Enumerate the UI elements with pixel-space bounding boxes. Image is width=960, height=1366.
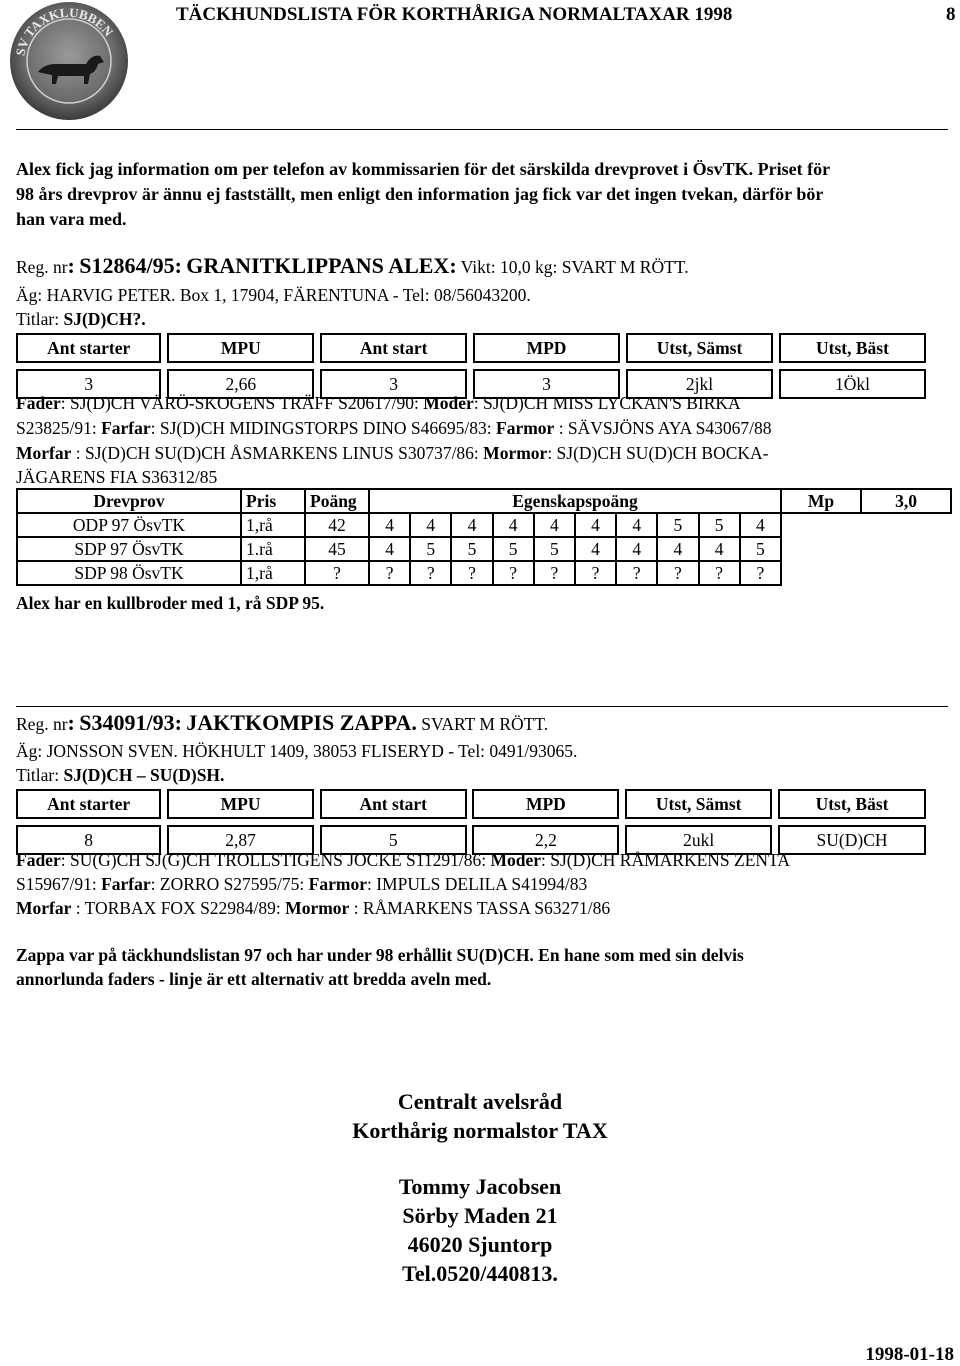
titles-label: Titlar: [16, 309, 60, 329]
drevprov-row: SDP 98 ÖsvTK 1,rå ? ? ? ? ? ? ? ? ? ? ? [17, 561, 951, 585]
drevprov-header-cell: Drevprov [17, 489, 241, 513]
dog1-titles-line [16, 307, 146, 331]
stats-value-cell: 2,2 [472, 825, 619, 855]
dog2-stats-table [16, 789, 926, 855]
stats-header-row [16, 333, 926, 363]
dog2-name: JAKTKOMPIS ZAPPA. [186, 710, 417, 735]
dog2-pedigree-line-3: Morfar : TORBAX FOX S22984/89: Mormor : RÅMARKENS TASSA S63271/86 [16, 898, 611, 918]
intro-line-1: Alex fick jag information om per telefon av kommissarien för det särskilda drevprovet i ÖsvTK. Priset för [16, 159, 831, 179]
stats-header-cell: MPU [167, 333, 314, 363]
signature-phone: Tel.0520/440813. [402, 1261, 558, 1286]
stats-value-cell: 3 [16, 369, 161, 399]
dog1-owner: Äg: HARVIG PETER. Box 1, 17904, FÄRENTUNA - Tel: 08/56043200. [16, 285, 531, 305]
signature-city: 46020 Sjuntorp [407, 1232, 553, 1257]
reg-label: Reg. nr [16, 714, 68, 734]
stats-value-cell: 2ukl [625, 825, 772, 855]
dog1-stats-table [16, 333, 926, 399]
page-header-title: TÄCKHUNDSLISTA FÖR KORTHÅRIGA NORMALTAXAR 1998 [176, 4, 733, 25]
dog1-reg-line: Reg. nr: S12864/95: GRANITKLIPPANS ALEX: Vikt: 10,0 kg: SVART M RÖTT. [16, 253, 689, 278]
intro-line-2: 98 års drevprov är ännu ej fastställt, men enligt den information jag fick var det ingen tvekan, därför bör [16, 184, 824, 204]
stats-value-cell: 2,66 [167, 369, 314, 399]
titles-label: Titlar: [16, 765, 60, 785]
svg-text:SV TAXKLUBBEN: SV TAXKLUBBEN [12, 4, 117, 57]
stats-header-cell: MPU [167, 789, 314, 819]
stats-value-cell: 8 [16, 825, 161, 855]
stats-header-cell: MPD [473, 333, 620, 363]
drevprov-header-cell: Mp [781, 489, 861, 513]
dog1-pedigree-line-4: JÄGARENS FIA S36312/85 [16, 467, 218, 487]
stats-header-cell: Ant start [320, 789, 467, 819]
dog2-titles-line [16, 763, 224, 787]
page-number: 8 [946, 4, 956, 25]
stats-value-cell: 5 [320, 825, 467, 855]
dog1-pedigree-line-1: Fader: SJ(D)CH VÄRÖ-SKOGENS TRÄFF S20617/90: Moder: SJ(D)CH MISS LYCKAN'S BIRKA [16, 393, 741, 413]
dog1-drevprov-table [16, 488, 952, 586]
dog2-comment-line-2: annorlunda faders - linje är ett alternativ att bredda aveln med. [16, 969, 492, 989]
stats-header-cell: Ant starter [16, 789, 161, 819]
stats-header-cell: Utst, Sämst [625, 789, 772, 819]
drevprov-row: ODP 97 ÖsvTK 1,rå 42 4 4 4 4 4 4 4 5 5 4 [17, 513, 951, 537]
stats-header-cell: Utst, Bäst [779, 333, 926, 363]
signature-street: Sörby Maden 21 [402, 1203, 558, 1228]
signature-org-line-2: Korthårig normalstor TAX [352, 1118, 608, 1143]
dog2-owner: Äg: JONSSON SVEN. HÖKHULT 1409, 38053 FLISERYD - Tel: 0491/93065. [16, 741, 578, 761]
stats-header-cell: Ant start [320, 333, 467, 363]
dog1-pedigree-line-3: Morfar : SJ(D)CH SU(D)CH ÅSMARKENS LINUS S30737/86: Mormor: SJ(D)CH SU(D)CH BOCKA- [16, 443, 769, 463]
stats-value-cell: 3 [320, 369, 467, 399]
reg-label: Reg. nr [16, 257, 68, 277]
stats-value-cell: SU(D)CH [778, 825, 926, 855]
header-rule [16, 129, 948, 130]
dog2-comment-line-1: Zappa var på täckhundslistan 97 och har under 98 erhållit SU(D)CH. En hane som med sin delvis [16, 945, 744, 965]
club-seal-logo [4, 0, 134, 123]
dog2-reg-number: S34091/93: [79, 710, 182, 735]
stats-value-cell: 2,87 [167, 825, 314, 855]
drevprov-row: SDP 97 ÖsvTK 1.rå 45 4 5 5 5 5 4 4 4 4 5 [17, 537, 951, 561]
intro-line-3: han vara med. [16, 209, 127, 229]
document-date: 1998-01-18 [865, 1344, 954, 1365]
section-divider [16, 706, 948, 707]
dog1-details: Vikt: 10,0 kg: SVART M RÖTT. [460, 257, 689, 277]
dog2-pedigree-line-1: Fader: SU(G)CH SJ(G)CH TROLLSTIGENS JOCKE S11291/86: Moder: SJ(D)CH RÅMARKENS ZENTA [16, 850, 790, 870]
drevprov-header-cell: Pris [241, 489, 305, 513]
stats-header-cell: MPD [472, 789, 619, 819]
dog2-reg-line: Reg. nr: S34091/93: JAKTKOMPIS ZAPPA. SVART M RÖTT. [16, 710, 549, 735]
dog1-pedigree-line-2: S23825/91: Farfar: SJ(D)CH MIDINGSTORPS DINO S46695/83: Farmor : SÄVSJÖNS AYA S43067/88 [16, 418, 772, 438]
dog1-note: Alex har en kullbroder med 1, rå SDP 95. [16, 593, 325, 613]
dog2-pedigree-line-2: S15967/91: Farfar: ZORRO S27595/75: Farmor: IMPULS DELILA S41994/83 [16, 874, 588, 894]
drevprov-header-cell: Egenskapspoäng [369, 489, 781, 513]
signature-org-line-1: Centralt avelsråd [397, 1089, 563, 1114]
drevprov-header-cell: Poäng [305, 489, 369, 513]
dog1-reg-number: S12864/95: [79, 253, 182, 278]
signature-name: Tommy Jacobsen [398, 1174, 562, 1199]
stats-value-cell: 2jkl [626, 369, 773, 399]
dog1-name: GRANITKLIPPANS ALEX: [186, 253, 457, 278]
drevprov-header-cell: 3,0 [861, 489, 951, 513]
stats-header-cell: Ant starter [16, 333, 161, 363]
stats-value-cell: 3 [473, 369, 620, 399]
drevprov-header-row [17, 489, 951, 513]
stats-header-row [16, 789, 926, 819]
stats-header-cell: Utst, Sämst [626, 333, 773, 363]
dog2-details: SVART M RÖTT. [421, 714, 549, 734]
stats-value-cell: 1Ökl [779, 369, 926, 399]
dog2-titles: SJ(D)CH – SU(D)SH. [63, 765, 225, 785]
dog1-titles: SJ(D)CH?. [63, 309, 146, 329]
stats-header-cell: Utst, Bäst [778, 789, 926, 819]
